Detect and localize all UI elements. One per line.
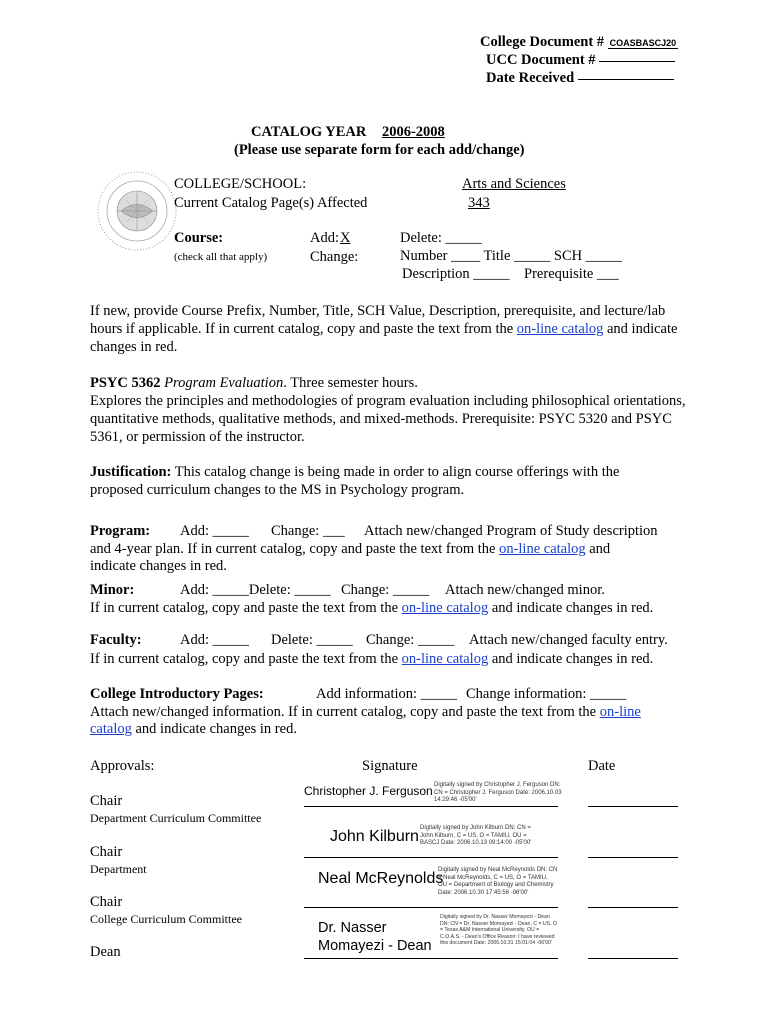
course-check-note: (check all that apply) (174, 251, 268, 263)
signature-header: Signature (362, 758, 418, 774)
approval-4-title: Dean (90, 944, 121, 960)
course-description: Explores the principles and methodologies of program evaluation including philosophical orientations, quantitative methods, qualitative methods, and mixed-methods. Prerequisite: PSYC 5320 and PSYC 5361, or permission of the instructor. (90, 393, 686, 445)
faculty-line-2-text: If in current catalog, copy and paste the text from the (90, 651, 399, 667)
faculty-add[interactable]: Add: _____ (180, 632, 249, 648)
date-received-row (486, 70, 674, 87)
catalog-note: (Please use separate form for each add/change) (234, 142, 525, 158)
date-received-field[interactable] (578, 79, 674, 80)
course-delete[interactable]: Delete: _____ (400, 230, 482, 246)
instructions-tail: and indicate changes in red. (90, 321, 678, 355)
catalog-pages-value[interactable]: 343 (468, 195, 490, 211)
minor-change[interactable]: Change: _____ (341, 582, 430, 598)
ucc-document-row (486, 52, 675, 69)
approval-3-subtitle: College Curriculum Committee (90, 912, 242, 926)
program-add[interactable]: Add: _____ (180, 523, 249, 539)
catalog-year-label: CATALOG YEAR (251, 124, 367, 140)
approval-3-date-line[interactable] (588, 907, 678, 908)
minor-line-2 (90, 600, 653, 617)
program-line-2-text: and 4-year plan. If in current catalog, copy and paste the text from the (90, 541, 496, 557)
ucc-document-field[interactable] (599, 61, 675, 62)
college-document-field[interactable]: COASBASCJ20 (609, 38, 677, 48)
course-entry (90, 374, 690, 446)
approval-1-digital-signature: Digitally signed by Christopher J. Ferguson DN: CN = Christopher J. Ferguson Date: 2006.10.03 14:29:46 -05'00' (434, 782, 562, 804)
intro-pages-online-link[interactable]: on-line (599, 704, 641, 720)
approval-1-signer: Christopher J. Ferguson (304, 784, 433, 798)
intro-pages-catalog-link[interactable]: catalog (90, 721, 132, 737)
minor-line-2-tail: and indicate changes in red. (491, 600, 654, 616)
program-line-2 (90, 541, 610, 558)
intro-pages-line-2-text: Attach new/changed information. If in current catalog, copy and paste the text from the (90, 704, 597, 720)
course-detail-row-2: Description _____ Prerequisite ___ (402, 266, 619, 282)
course-delete-label: Delete: (400, 230, 442, 246)
approval-2-title: Chair (90, 844, 123, 860)
course-title-label: Title (483, 248, 511, 264)
college-label: COLLEGE/SCHOOL: (174, 176, 307, 192)
course-number-label: Number (400, 248, 448, 264)
faculty-online-catalog-link[interactable]: on-line catalog (401, 651, 489, 667)
approval-2-date-line[interactable] (588, 857, 678, 858)
intro-pages-change[interactable]: Change information: _____ (466, 686, 627, 702)
approval-1-signature-line[interactable] (304, 806, 558, 807)
approval-2-signature-line[interactable] (304, 857, 558, 858)
catalog-year-value[interactable]: 2006-2008 (381, 124, 445, 140)
course-add[interactable] (310, 230, 355, 247)
minor-add-delete[interactable]: Add: _____Delete: _____ (180, 582, 331, 598)
approval-3-signer: Neal McReynolds (318, 870, 444, 887)
program-change[interactable]: Change: ___ (271, 523, 345, 539)
intro-pages-line-3-tail: and indicate changes in red. (135, 721, 297, 737)
minor-online-catalog-link[interactable]: on-line catalog (401, 600, 489, 616)
approval-4-digital-signature: Digitally signed by Dr. Nasser Momayezi - Dean DN: CN = Dr. Nasser Momayezi - Dean, C = US, O = Texas A&M International University, OU = C.O.A.S. - Dean's Office Reason: I have reviewed this document Date: 2006.10.31 15:01:04 -06'00' (440, 914, 558, 947)
intro-pages-label: College Introductory Pages: (90, 686, 264, 702)
program-line-3: indicate changes in red. (90, 558, 227, 574)
college-value[interactable]: Arts and Sciences (462, 176, 566, 192)
intro-pages-line-2 (90, 704, 641, 721)
intro-pages-line-3 (90, 721, 297, 738)
approval-2-signer: John Kilburn (330, 828, 419, 845)
justification-paragraph (90, 463, 655, 499)
program-online-catalog-link[interactable]: on-line catalog (499, 541, 586, 557)
course-title: Program Evaluation (164, 375, 284, 391)
approval-4-signature-line[interactable] (304, 958, 558, 959)
date-header: Date (588, 758, 616, 774)
approval-1-title: Chair (90, 793, 123, 809)
faculty-line-2-tail: and indicate changes in red. (491, 651, 654, 667)
course-add-label: Add: (310, 230, 339, 246)
faculty-attach: Attach new/changed faculty entry. (469, 632, 668, 648)
course-change-label[interactable]: Change: (310, 249, 359, 265)
date-received-label: Date Received (486, 70, 575, 86)
college-document-label: College Document # (480, 34, 605, 50)
course-description-label: Description (402, 266, 470, 282)
approval-2-digital-signature: Digitally signed by John Kilburn DN: CN = John Kilburn, C = US, O = TAMIU, OU = BASCJ Date: 2006.10.13 09:14:00 -05'00' (420, 825, 532, 847)
course-hours: . Three semester hours. (283, 375, 418, 391)
approval-2-subtitle: Department (90, 862, 147, 876)
online-catalog-link[interactable]: on-line catalog (516, 321, 604, 337)
approval-1-subtitle: Department Curriculum Committee (90, 811, 262, 825)
college-document-row (480, 34, 678, 51)
approval-1-date-line[interactable] (588, 806, 678, 807)
course-add-value[interactable]: X (340, 230, 351, 246)
minor-label: Minor: (90, 582, 135, 598)
approval-4-signer: Dr. Nasser Momayezi - Dean (318, 920, 432, 954)
program-line-2-tail: and (589, 541, 611, 557)
catalog-pages-label: Current Catalog Page(s) Affected (174, 195, 368, 211)
faculty-delete[interactable]: Delete: _____ (271, 632, 353, 648)
instructions-text: If new, provide Course Prefix, Number, Title, SCH Value, Description, prerequisite, and lecture/lab hours if applicable. If in current catalog, copy and paste the text from the (90, 303, 666, 337)
course-sch-label: SCH (553, 248, 583, 264)
justification-label: Justification: (90, 464, 172, 480)
course-detail-row: Number ____ Title _____ SCH _____ (400, 248, 622, 264)
course-prerequisite-label: Prerequisite (524, 266, 594, 282)
ucc-document-label: UCC Document # (486, 52, 596, 68)
faculty-label: Faculty: (90, 632, 142, 648)
course-label: Course: (174, 230, 224, 246)
minor-attach: Attach new/changed minor. (445, 582, 605, 598)
program-attach: Attach new/changed Program of Study description (364, 523, 658, 539)
catalog-year (251, 124, 520, 141)
faculty-change[interactable]: Change: _____ (366, 632, 455, 648)
approval-4-date-line[interactable] (588, 958, 678, 959)
course-code: PSYC 5362 (90, 375, 161, 391)
program-label: Program: (90, 523, 151, 539)
intro-pages-add[interactable]: Add information: _____ (316, 686, 457, 702)
minor-line-2-text: If in current catalog, copy and paste the text from the (90, 600, 399, 616)
instructions-paragraph (90, 302, 690, 356)
approval-3-title: Chair (90, 894, 123, 910)
approval-3-digital-signature: Digitally signed by Neal McReynolds DN: CN = Neal McReynolds, C = US, O = TAMIU, OU = Department of Biology and Chemistry Date: 2006.10.30 17:45:56 -06'00' (438, 867, 558, 896)
approvals-label: Approvals: (90, 758, 155, 774)
justification-text: This catalog change is being made in order to align course offerings with the proposed curriculum changes to the MS in Psychology program. (90, 464, 620, 498)
approval-3-signature-line[interactable] (304, 907, 558, 908)
faculty-line-2 (90, 651, 653, 668)
university-seal (96, 170, 178, 252)
